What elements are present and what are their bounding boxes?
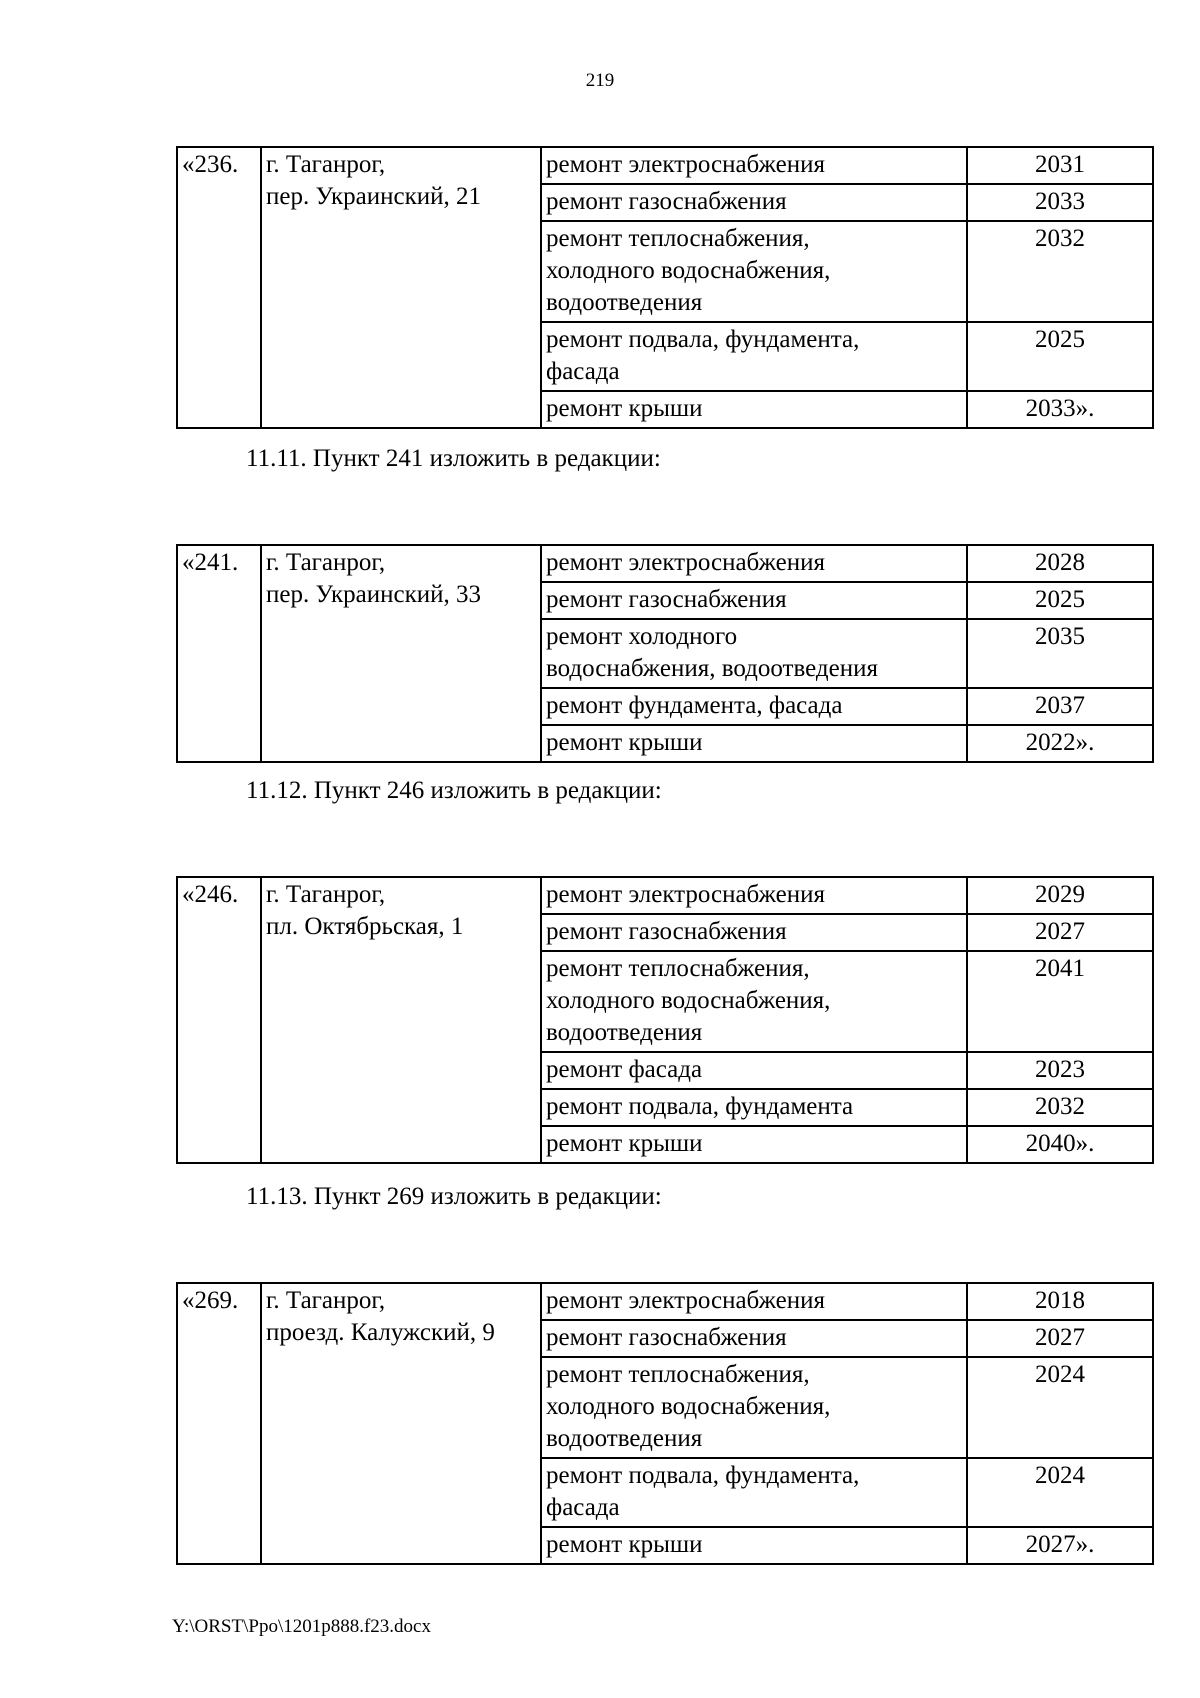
work-type-cell xyxy=(541,1357,967,1458)
section-intro-241: 11.11. Пункт 241 изложить в редакции: xyxy=(246,445,661,472)
work-type-cell xyxy=(541,1458,967,1527)
work-type-line: ремонт газоснабжения xyxy=(546,188,787,215)
work-type-line: фасада xyxy=(546,1494,620,1521)
work-type-cell xyxy=(541,1283,967,1320)
item-number-cell xyxy=(177,545,261,762)
year-cell xyxy=(967,1320,1153,1357)
table-row xyxy=(177,1283,1153,1320)
work-type-line: холодного водоснабжения, xyxy=(546,987,831,1014)
table-row xyxy=(177,147,1153,184)
work-type-line: ремонт теплоснабжения, xyxy=(546,1361,810,1388)
work-type-line: ремонт подвала, фундамента xyxy=(546,1093,854,1120)
work-type-line: холодного водоснабжения, xyxy=(546,257,831,284)
year-cell xyxy=(967,184,1153,221)
item-number: «269. xyxy=(182,1287,239,1314)
item-number-cell xyxy=(177,1283,261,1564)
work-type-line: ремонт фундамента, фасада xyxy=(546,692,843,719)
work-type-line: ремонт электроснабжения xyxy=(546,1287,825,1314)
work-type-cell xyxy=(541,725,967,762)
work-type-line: ремонт крыши xyxy=(546,1531,703,1558)
year-value: 2022». xyxy=(1025,729,1095,756)
year-cell xyxy=(967,619,1153,688)
year-cell xyxy=(967,147,1153,184)
work-type-cell xyxy=(541,322,967,391)
work-type-line: ремонт теплоснабжения, xyxy=(546,225,810,252)
table-block-236 xyxy=(176,146,1154,429)
item-number: «236. xyxy=(182,151,239,178)
year-cell xyxy=(967,725,1153,762)
work-type-cell xyxy=(541,391,967,428)
work-type-cell xyxy=(541,545,967,582)
work-type-line: ремонт электроснабжения xyxy=(546,151,825,178)
work-type-line: водоотведения xyxy=(546,1019,703,1046)
year-cell xyxy=(967,877,1153,914)
year-value: 2024 xyxy=(1035,1361,1085,1388)
work-type-line: ремонт теплоснабжения, xyxy=(546,955,810,982)
work-type-line: ремонт фасада xyxy=(546,1056,703,1083)
address-line: пер. Украинский, 21 xyxy=(266,183,481,210)
work-type-line: водоотведения xyxy=(546,1425,703,1452)
work-type-line: ремонт электроснабжения xyxy=(546,881,825,908)
year-value: 2023 xyxy=(1035,1056,1085,1083)
work-type-cell xyxy=(541,619,967,688)
year-cell xyxy=(967,688,1153,725)
year-cell xyxy=(967,1126,1153,1163)
year-cell xyxy=(967,221,1153,322)
work-type-cell xyxy=(541,1052,967,1089)
work-type-cell xyxy=(541,147,967,184)
year-cell xyxy=(967,582,1153,619)
section-intro-269: 11.13. Пункт 269 изложить в редакции: xyxy=(246,1183,662,1210)
year-value: 2025 xyxy=(1035,586,1085,613)
work-type-line: ремонт холодного xyxy=(546,623,738,650)
year-cell xyxy=(967,391,1153,428)
year-value: 2033 xyxy=(1035,188,1085,215)
year-cell xyxy=(967,914,1153,951)
address-line: г. Таганрог, xyxy=(266,549,386,576)
item-number-cell xyxy=(177,147,261,428)
table-block-241 xyxy=(176,544,1154,763)
work-type-line: ремонт газоснабжения xyxy=(546,586,787,613)
work-type-line: холодного водоснабжения, xyxy=(546,1393,831,1420)
year-cell xyxy=(967,1052,1153,1089)
year-cell xyxy=(967,951,1153,1052)
address-line: пл. Октябрьская, 1 xyxy=(266,913,464,940)
table-block-246 xyxy=(176,876,1154,1164)
year-cell xyxy=(967,322,1153,391)
works-table xyxy=(176,1282,1154,1565)
work-type-cell xyxy=(541,582,967,619)
page-number: 219 xyxy=(585,70,615,91)
work-type-cell xyxy=(541,221,967,322)
work-type-line: водоотведения xyxy=(546,289,703,316)
file-path-footer: Y:\ORST\Ppo\1201p888.f23.docx xyxy=(172,1616,431,1637)
work-type-cell xyxy=(541,688,967,725)
work-type-cell xyxy=(541,877,967,914)
year-value: 2024 xyxy=(1035,1462,1085,1489)
table-row xyxy=(177,545,1153,582)
work-type-line: ремонт крыши xyxy=(546,1130,703,1157)
year-cell xyxy=(967,545,1153,582)
address-cell xyxy=(261,147,541,428)
work-type-cell xyxy=(541,1527,967,1564)
address-line: пер. Украинский, 33 xyxy=(266,581,481,608)
year-cell xyxy=(967,1283,1153,1320)
works-table xyxy=(176,146,1154,429)
work-type-cell xyxy=(541,1089,967,1126)
year-cell xyxy=(967,1527,1153,1564)
year-value: 2037 xyxy=(1035,692,1085,719)
table-row xyxy=(177,877,1153,914)
work-type-cell xyxy=(541,914,967,951)
work-type-line: ремонт газоснабжения xyxy=(546,1324,787,1351)
year-value: 2031 xyxy=(1035,151,1085,178)
year-value: 2018 xyxy=(1035,1287,1085,1314)
year-cell xyxy=(967,1089,1153,1126)
year-value: 2035 xyxy=(1035,623,1085,650)
address-cell xyxy=(261,877,541,1163)
year-cell xyxy=(967,1458,1153,1527)
table-block-269 xyxy=(176,1282,1154,1565)
work-type-cell xyxy=(541,951,967,1052)
work-type-cell xyxy=(541,1320,967,1357)
year-value: 2025 xyxy=(1035,326,1085,353)
work-type-line: ремонт подвала, фундамента, xyxy=(546,1462,860,1489)
address-line: г. Таганрог, xyxy=(266,881,386,908)
address-cell xyxy=(261,1283,541,1564)
work-type-line: водоснабжения, водоотведения xyxy=(546,655,878,682)
address-line: г. Таганрог, xyxy=(266,1287,386,1314)
item-number: «241. xyxy=(182,549,239,576)
item-number: «246. xyxy=(182,881,239,908)
year-value: 2029 xyxy=(1035,881,1085,908)
address-line: проезд. Калужский, 9 xyxy=(266,1319,495,1346)
work-type-line: ремонт электроснабжения xyxy=(546,549,825,576)
year-value: 2032 xyxy=(1035,1093,1085,1120)
year-value: 2040». xyxy=(1025,1130,1095,1157)
year-value: 2041 xyxy=(1035,955,1085,982)
work-type-line: ремонт крыши xyxy=(546,395,703,422)
section-intro-246: 11.12. Пункт 246 изложить в редакции: xyxy=(246,777,662,804)
works-table xyxy=(176,876,1154,1164)
year-value: 2033». xyxy=(1025,395,1095,422)
year-value: 2032 xyxy=(1035,225,1085,252)
work-type-cell xyxy=(541,1126,967,1163)
item-number-cell xyxy=(177,877,261,1163)
work-type-line: фасада xyxy=(546,358,620,385)
year-value: 2027 xyxy=(1035,918,1085,945)
work-type-line: ремонт крыши xyxy=(546,729,703,756)
work-type-line: ремонт подвала, фундамента, xyxy=(546,326,860,353)
year-value: 2027». xyxy=(1025,1531,1095,1558)
year-cell xyxy=(967,1357,1153,1458)
address-cell xyxy=(261,545,541,762)
year-value: 2027 xyxy=(1035,1324,1085,1351)
works-table xyxy=(176,544,1154,763)
work-type-line: ремонт газоснабжения xyxy=(546,918,787,945)
work-type-cell xyxy=(541,184,967,221)
year-value: 2028 xyxy=(1035,549,1085,576)
address-line: г. Таганрог, xyxy=(266,151,386,178)
